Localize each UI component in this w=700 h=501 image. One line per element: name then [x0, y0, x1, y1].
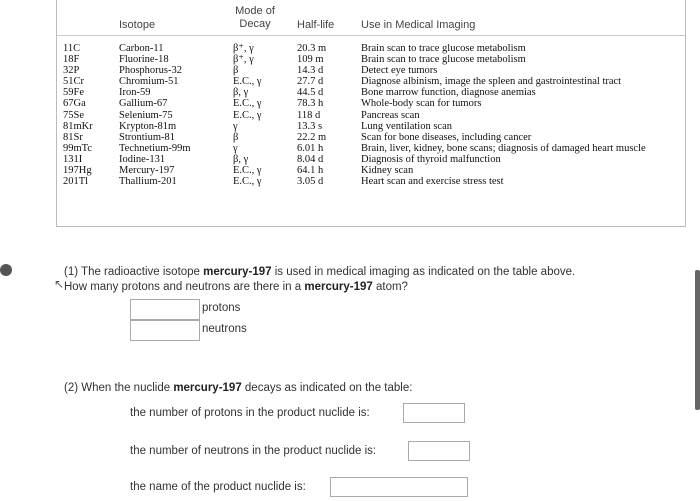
- table-cell-symbol: 11C: [63, 43, 81, 54]
- table-cell-name: Selenium-75: [119, 109, 173, 121]
- header-isotope: Isotope: [119, 19, 156, 31]
- table-cell-name: Technetium-99m: [119, 142, 191, 154]
- table-cell-decay: β⁺, γ: [233, 54, 254, 66]
- column-symbols: [63, 43, 93, 187]
- table-cell-decay: γ: [233, 142, 238, 154]
- column-names: [119, 43, 191, 187]
- table-cell-symbol: 197Hg: [63, 165, 92, 177]
- table-cell-symbol: 201Tl: [63, 176, 89, 188]
- header-half-life: Half-life: [297, 19, 335, 31]
- header-mode-of-decay: Mode of Decay: [235, 5, 275, 30]
- column-half-life: [297, 43, 326, 187]
- product-protons-prompt: the number of protons in the product nuclide is:: [130, 407, 370, 419]
- table-cell-symbol: 131I: [63, 153, 83, 165]
- table-cell-name: Iron-59: [119, 87, 151, 99]
- table-cell-name: Strontium-81: [119, 131, 176, 143]
- product-neutrons-prompt: the number of neutrons in the product nuclide is:: [130, 445, 377, 457]
- header-divider: [57, 35, 685, 36]
- table-cell-half-life: 20.3 m: [297, 43, 327, 54]
- table-cell-name: Phosphorus-32: [119, 65, 183, 77]
- column-decay: [233, 43, 262, 187]
- table-cell-half-life: 27.7 d: [297, 76, 324, 88]
- table-cell-decay: E.C., γ: [233, 76, 262, 88]
- table-cell-symbol: 18F: [63, 54, 80, 66]
- table-cell-decay: E.C., γ: [233, 109, 262, 121]
- scrollbar[interactable]: [695, 270, 700, 410]
- table-cell-symbol: 67Ga: [63, 98, 86, 110]
- isotope-table: [56, 0, 686, 227]
- table-cell-decay: β⁺, γ: [233, 43, 254, 54]
- table-cell-name: Iodine-131: [119, 153, 166, 165]
- table-cell-use: Scan for bone diseases, including cancer: [361, 131, 532, 143]
- table-cell-decay: β: [233, 65, 239, 77]
- table-cell-decay: E.C., γ: [233, 165, 262, 177]
- product-name-prompt: the name of the product nuclide is:: [130, 481, 306, 493]
- table-cell-decay: β: [233, 131, 239, 143]
- table-cell-symbol: 81mKr: [63, 120, 93, 132]
- table-cell-name: Thallium-201: [119, 176, 177, 188]
- protons-label: protons: [202, 302, 241, 314]
- cursor-icon: ↖: [54, 277, 65, 291]
- table-cell-use: Pancreas scan: [361, 109, 420, 121]
- table-cell-use: Detect eye tumors: [361, 65, 438, 77]
- table-cell-symbol: 75Se: [63, 109, 84, 121]
- table-cell-half-life: 8.04 d: [297, 153, 324, 165]
- column-use: [361, 43, 646, 187]
- table-cell-name: Krypton-81m: [119, 120, 177, 132]
- table-cell-use: Diagnosis of thyroid malfunction: [361, 153, 501, 165]
- table-cell-symbol: 32P: [63, 65, 80, 77]
- table-cell-half-life: 118 d: [297, 109, 321, 121]
- table-cell-symbol: 59Fe: [63, 87, 84, 99]
- product-neutrons-input[interactable]: [408, 441, 470, 461]
- table-cell-half-life: 109 m: [297, 54, 324, 66]
- table-cell-decay: β, γ: [233, 153, 249, 165]
- table-cell-decay: γ: [233, 120, 238, 132]
- table-cell-name: Gallium-67: [119, 98, 168, 110]
- table-cell-use: Kidney scan: [361, 165, 414, 177]
- product-protons-input[interactable]: [403, 403, 465, 423]
- question-bullet: [0, 264, 12, 276]
- table-cell-symbol: 99mTc: [63, 142, 93, 154]
- table-cell-half-life: 78.3 h: [297, 98, 324, 110]
- question-2-text: (2) When the nuclide mercury-197 decays as indicated on the table:: [64, 382, 413, 394]
- table-cell-name: Chromium-51: [119, 76, 179, 88]
- table-cell-use: Lung ventilation scan: [361, 120, 452, 132]
- table-cell-symbol: 81Sr: [63, 131, 83, 143]
- table-cell-decay: E.C., γ: [233, 176, 262, 188]
- table-cell-use: Brain scan to trace glucose metabolism: [361, 54, 526, 66]
- neutrons-label: neutrons: [202, 323, 247, 335]
- neutrons-input[interactable]: [130, 320, 200, 341]
- table-cell-use: Brain, liver, kidney, bone scans; diagnosis of damaged heart muscle: [361, 142, 646, 154]
- table-cell-name: Carbon-11: [119, 43, 164, 54]
- table-cell-use: Brain scan to trace glucose metabolism: [361, 43, 526, 54]
- table-cell-half-life: 6.01 h: [297, 142, 324, 154]
- table-cell-use: Diagnose albinism, image the spleen and gastrointestinal tract: [361, 76, 622, 88]
- table-cell-half-life: 22.2 m: [297, 131, 327, 143]
- protons-input[interactable]: [130, 299, 200, 320]
- header-use: Use in Medical Imaging: [361, 19, 476, 31]
- table-cell-name: Fluorine-18: [119, 54, 169, 66]
- table-cell-name: Mercury-197: [119, 165, 175, 177]
- table-cell-decay: β, γ: [233, 87, 249, 99]
- question-1-text: (1) The radioactive isotope mercury-197 is used in medical imaging as indicated on the table above. How many protons and neutrons are there in a mercury-197 atom?: [64, 266, 576, 293]
- table-cell-use: Whole-body scan for tumors: [361, 98, 482, 110]
- table-cell-decay: E.C., γ: [233, 98, 262, 110]
- table-cell-use: Bone marrow function, diagnose anemias: [361, 87, 536, 99]
- table-cell-symbol: 51Cr: [63, 76, 84, 88]
- table-cell-half-life: 14.3 d: [297, 65, 324, 77]
- table-cell-half-life: 3.05 d: [297, 176, 324, 188]
- table-cell-half-life: 64.1 h: [297, 165, 324, 177]
- product-name-input[interactable]: [330, 477, 468, 497]
- table-cell-half-life: 44.5 d: [297, 87, 324, 99]
- table-cell-half-life: 13.3 s: [297, 120, 323, 132]
- table-cell-use: Heart scan and exercise stress test: [361, 176, 504, 188]
